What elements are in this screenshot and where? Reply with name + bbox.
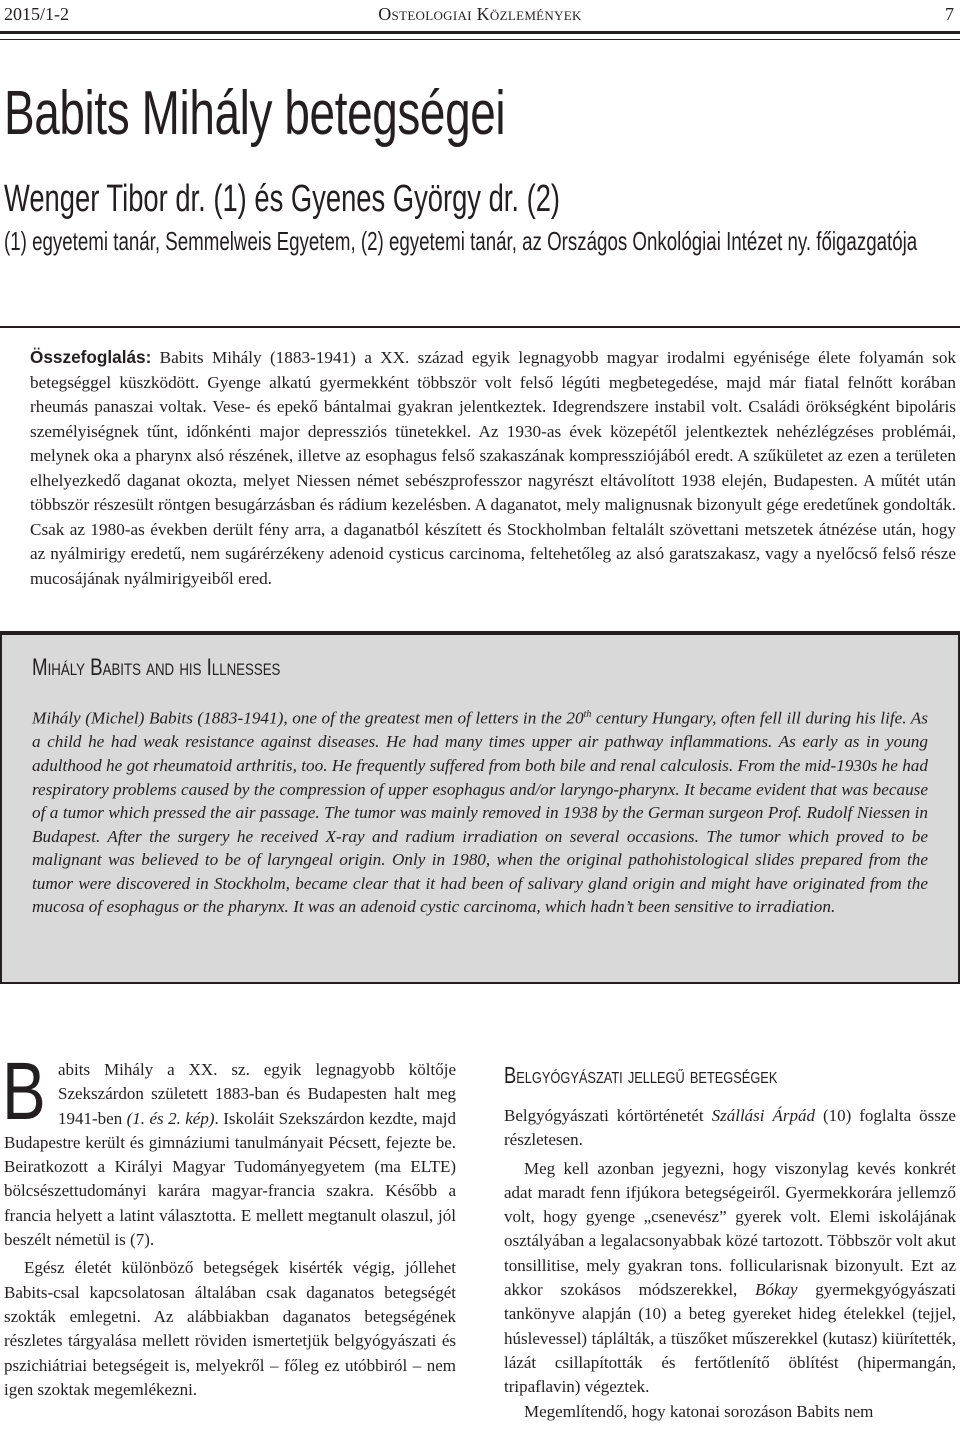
header-rule-thin (0, 39, 960, 40)
abstract-hu-label: Összefoglalás: (30, 347, 152, 367)
abstract-en-superscript: th (583, 709, 592, 720)
military-paragraph: Megemlítendő, hogy katonai sorozáson Babits nem (524, 1401, 874, 1421)
drop-cap: B (2, 1046, 46, 1137)
article-authors: Wenger Tibor dr. (1) és Gyenes György dr. (2) (4, 178, 561, 220)
abstract-en-title: Mihály Babits and his Illnesses (32, 654, 281, 681)
history-text-b: (10) foglalta össze részletesen. (504, 1106, 956, 1150)
article-title: Babits Mihály betegségei (4, 79, 506, 148)
history-paragraph (504, 1104, 956, 1153)
page-number: 7 (945, 4, 954, 24)
body-column-left (2, 1046, 456, 1402)
cited-author-szallasi: Szállási Árpád (711, 1106, 815, 1125)
intro-text-b: . Iskoláit Szekszárdon kezdte, majd Budapestre került és gimnáziumi tanulmányait Pécsett, fejezte be. Beiratkozott a Királyi Magyar Tudományegyetem (ma ELTE) bölcsészettudományi karára magyar-francia szakra. Később a francia helyett a latint választotta. E mellett megtanult olaszul, jól beszélt németül is (7). (4, 1108, 456, 1250)
abstract-en-text-1: Mihály (Michel) Babits (1883-1941), one of the greatest men of letters in the 20 (32, 708, 584, 728)
childhood-paragraph (504, 1157, 956, 1400)
childhood-text-b: gyermekgyógyászati tankönyve alapján (10) a beteg gyereket hideg ételekkel (tejjel, húslevessel) táplálták, a tüszőket műszerekkel (kutasz) kiürítették, lázát csillapították és fertőtlenítő öblítést (hipermangán, tripaflavin) végeztek. (504, 1280, 956, 1397)
abstract-hu-paragraph (30, 345, 956, 591)
article-affiliation: (1) egyetemi tanár, Semmelweis Egyetem, (2) egyetemi tanár, az Országos Onkológiai Intézet ny. főigazgatója (4, 226, 918, 256)
header-rule-thick (0, 31, 960, 34)
abstract-hu-text: Babits Mihály (1883-1941) a XX. század egyik legnagyobb magyar irodalmi egyénisége élete folyamán sok betegséggel küszködött. Gyenge alkatú gyermekként többször volt felső légúti megbetegedése, majd már fiatal felnőtt korában rheumás panaszai voltak. Vese- és epekő bántalmai gyakran jelentkeztek. Idegrendszere instabil volt. Családi örökségként bipoláris személyiségnek tűnt, időnkénti major depressziós tünetekkel. Az 1930-as évek közepétől jelentkeztek nehézlégzéses problémái, melynek oka a pharynx alsó részének, illetve az esophagus felső szakaszának kompressziójából eredt. A szűkületet az ezen a területen elhelyezkedő daganat okozta, melyet Niessen német sebészprofesszor nagyrészt eltávolított 1938 elején, Budapesten. A műtét után többször részesült röntgen besugárzásban és rádium kezelésben. A daganatot, mely malignusnak bizonyult gége eredetűnek gondolták. Csak az 1980-as években derült fény arra, a daganatból készített és Stockholmban feltalált szövettani metszetek átnézése után, hogy az nyálmirigy eredetű, nem sugárérzékeny adenoid cysticus carcinoma, feltehetőleg az alsó garatszakasz, vagy a nyelőcső felső része mucosájának nyálmirigyeiből ered. (30, 348, 957, 588)
cited-author-bokay: Bókay (755, 1280, 798, 1300)
childhood-text-a: Meg kell azonban jegyezni, hogy viszonylag kevés konkrét adat maradt fenn ifjúkora betegségeiről. Gyermekkorára jellemző volt, hogy gyenge „csenevész” gyerek volt. Elemi iskolájának osztályában a legalacsonyabbak közé tartozott. Többször volt akut tonsillitise, mely gyakran tons. follicularisnak bizonyult. Ezt az akkor szokásos módszerekkel, (504, 1158, 956, 1300)
abstract-english (0, 633, 960, 984)
issue-number: 2015/1-2 (4, 4, 69, 24)
abstract-hungarian (0, 326, 960, 633)
illness-overview-paragraph: Egész életét különböző betegségek kisérték végig, jóllehet Babits-csal kapcsolatosan általában csak daganatos betegségét szokták emlegetni. Az alábbiakban daganatos betegségének részletes tárgyalása mellett röviden ismertetjük belgyógyászati és pszichiátriai betegségeit is, melyekről – főleg ez utóbbiról – nem igen szoktak megemlékezni. (4, 1258, 456, 1399)
section-title-internal-medicine: Belgyógyászati jellegű betegségek (504, 1062, 778, 1088)
running-header (0, 0, 960, 26)
abstract-en-paragraph (32, 703, 928, 919)
body-column-right (504, 1060, 956, 1424)
intro-text-a: abits Mihály a XX. sz. egyik legnagyobb költője Szekszárdon született 1883-ban és Budapesten halt meg 1941-ben (58, 1060, 456, 1128)
figure-citation: (1. és 2. kép) (126, 1108, 215, 1128)
intro-paragraph (2, 1046, 456, 1252)
abstract-en-text-2: century Hungary, often fell ill during his life. As a child he had weak resistance against diseases. He had many times upper air pathway inflammations. As early as in young adulthood he got rheumatoid arthritis, too. He frequently suffered from both bile and renal calculosis. From the mid-1930s he had respiratory problems caused by the compression of upper esophagus and/or laryngo-pharynx. It became evident that was because of a tumor which pressed the air passage. The tumor was mainly removed in 1938 by the German surgeon Prof. Rudolf Niessen in Budapest. After the surgery he received X-ray and radium irradiation on several occasions. The tumor which proved to be malignant was believed to be of laryngeal origin. Only in 1980, when the original pathohistological slides prepared from the tumor were discovered in Stockholm, became clear that it had been of salivary gland origin and might have originated from the mucosa of esophagus or the pharynx. It was an adenoid cystic carcinoma, which hadn’t been sensitive to irradiation. (32, 708, 928, 917)
journal-name: Osteologiai Közlemények (378, 4, 582, 24)
history-text-a: Belgyógyászati kórtörténetét (504, 1106, 712, 1125)
